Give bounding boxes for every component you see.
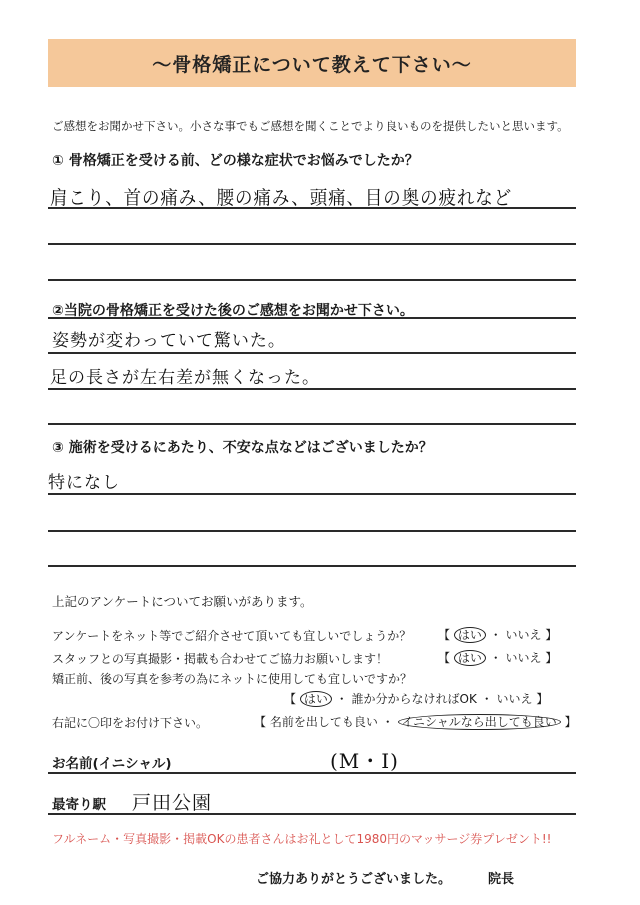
question-1-answer-line-1: 肩こり、首の痛み、腰の痛み、頭痛、目の奥の疲れなど — [50, 187, 513, 209]
request-title: 上記のアンケートについてお願いがあります。 — [52, 594, 313, 609]
station-label: 最寄り駅 — [52, 797, 106, 813]
answer-rule — [48, 530, 576, 532]
answer-rule — [48, 317, 576, 319]
survey-title-banner: 〜骨格矯正について教えて下さい〜 — [48, 39, 576, 87]
answer-rule — [48, 207, 576, 209]
answer-rule — [48, 352, 576, 354]
option-no[interactable]: いいえ — [496, 692, 533, 706]
request-line-3: 矯正前、後の写真を参考の為にネットに使用しても宜しいですか？ — [52, 672, 413, 686]
answer-rule — [48, 388, 576, 390]
consent-option-group-1: 【 はい ・ いいえ 】 — [438, 628, 558, 642]
answer-rule — [48, 423, 576, 425]
question-2-answer-line-1: 姿勢が変わっていて驚いた。 — [52, 331, 286, 351]
option-initial-ok-circled[interactable]: イニシャルなら出しても良い — [398, 714, 561, 730]
option-yes-circled[interactable]: はい — [454, 650, 486, 666]
request-line-1: アンケートをネット等でご紹介させて頂いても宜しいでしょうか？ — [52, 629, 412, 643]
question-3-answer-line-1: 特になし — [48, 473, 120, 493]
option-no[interactable]: いいえ — [505, 651, 542, 665]
station-value: 戸田公園 — [132, 792, 213, 814]
answer-rule — [48, 565, 576, 567]
answer-rule — [48, 243, 576, 245]
station-field-rule — [48, 813, 576, 815]
question-2-answer-line-2: 足の長さが左右差が無くなった。 — [50, 368, 320, 388]
promo-text: フルネーム・写真撮影・掲載OKの患者さんはお礼として1980円のマッサージ券プレゼント!! — [52, 832, 552, 846]
question-3-label: ③ 施術を受けるにあたり、不安な点などはございましたか？ — [52, 440, 433, 456]
consent-option-group-3: 【 はい ・ 誰か分からなければOK ・ いいえ 】 — [284, 692, 549, 706]
question-1-label: ① 骨格矯正を受ける前、どの様な症状でお悩みでしたか？ — [52, 153, 419, 169]
option-yes-circled[interactable]: はい — [300, 691, 332, 707]
signature-text: 院長 — [488, 872, 515, 887]
answer-rule — [48, 493, 576, 495]
name-label: お名前(イニシャル) — [52, 756, 172, 772]
name-field-rule — [48, 772, 576, 774]
option-no[interactable]: いいえ — [505, 628, 542, 642]
option-yes-circled[interactable]: はい — [454, 627, 486, 643]
option-name-ok[interactable]: 名前を出しても良い — [269, 715, 378, 729]
thanks-text: ご協力ありがとうございました。 — [256, 872, 452, 887]
request-line-2: スタッフとの写真撮影・掲載も合わせてご協力お願いします！ — [52, 652, 389, 666]
intro-text: ご感想をお聞かせ下さい。小さな事でもご感想を聞くことでより良いものを提供したいと思います。 — [52, 119, 569, 133]
answer-rule — [48, 279, 576, 281]
option-unidentifiable-ok[interactable]: 誰か分からなければOK — [351, 692, 477, 706]
consent-option-group-4: 【 名前を出しても良い ・ イニシャルなら出しても良い 】 — [254, 715, 577, 729]
request-line-4: 右記に〇印をお付け下さい。 — [52, 716, 209, 730]
name-value: (M・I) — [330, 749, 399, 773]
consent-option-group-2: 【 はい ・ いいえ 】 — [438, 651, 558, 665]
question-2-label: ②当院の骨格矯正を受けた後のご感想をお聞かせ下さい。 — [52, 303, 414, 319]
